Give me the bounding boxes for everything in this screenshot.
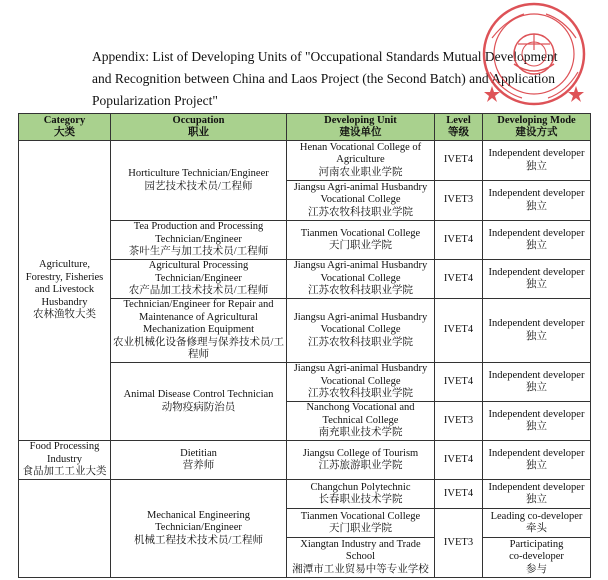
- header-level: Level 等级: [435, 114, 483, 141]
- level-cell: IVET3: [435, 402, 483, 441]
- mode-cell: Independent developer 独立: [483, 260, 591, 299]
- official-seal-stamp: [462, 2, 600, 112]
- table-header-row: [19, 114, 591, 141]
- header-developing-unit: Developing Unit 建设单位: [287, 114, 435, 141]
- category-cell: [19, 480, 111, 578]
- header-category: Category 大类: [19, 114, 111, 141]
- level-cell: IVET3: [435, 181, 483, 221]
- mode-cell: Independent developer 独立: [483, 480, 591, 509]
- header-developing-mode: Developing Mode 建设方式: [483, 114, 591, 141]
- mode-cell: Independent developer 独立: [483, 441, 591, 480]
- title-line: and Recognition between China and Laos Project (the Second Batch) and Application: [92, 71, 556, 86]
- level-cell: IVET4: [435, 363, 483, 402]
- occupation-cell: Tea Production and Processing Technician/Engineer 茶叶生产与加工技术员/工程师: [111, 221, 287, 260]
- mode-cell: Leading co-developer 牵头: [483, 509, 591, 538]
- occupation-cell: Animal Disease Control Technician 动物疫病防治员: [111, 363, 287, 441]
- title-line: Popularization Project": [92, 93, 218, 108]
- occupation-cell: Dietitian 营养师: [111, 441, 287, 480]
- occupation-cell: Mechanical Engineering Technician/Engineer 机械工程技术技术员/工程师: [111, 480, 287, 578]
- title-line: Appendix: List of Developing Units of "Occupational Standards Mutual Development: [92, 49, 558, 64]
- mode-cell: Independent developer 独立: [483, 141, 591, 181]
- unit-cell: Henan Vocational College of Agriculture 河南农业职业学院: [287, 141, 435, 181]
- table-row: [19, 441, 591, 480]
- unit-cell: Nanchong Vocational and Technical College 南充职业技术学院: [287, 402, 435, 441]
- unit-cell: Changchun Polytechnic 长春职业技术学院: [287, 480, 435, 509]
- level-cell: IVET4: [435, 299, 483, 363]
- level-cell: IVET4: [435, 141, 483, 181]
- table-row: [19, 480, 591, 509]
- table-row: [19, 141, 591, 181]
- level-cell: IVET4: [435, 221, 483, 260]
- mode-cell: Independent developer 独立: [483, 299, 591, 363]
- category-cell: Agriculture, Forestry, Fisheries and Livestock Husbandry 农林渔牧大类: [19, 141, 111, 441]
- unit-cell: Xiangtan Industry and Trade School 湘潭市工业贸易中等专业学校: [287, 538, 435, 578]
- level-cell: IVET4: [435, 480, 483, 509]
- level-cell: IVET3: [435, 509, 483, 578]
- category-cell: Food Processing Industry 食品加工工业大类: [19, 441, 111, 480]
- unit-cell: Jiangsu Agri-animal Husbandry Vocational College 江苏农牧科技职业学院: [287, 299, 435, 363]
- unit-cell: Tianmen Vocational College 天门职业学院: [287, 509, 435, 538]
- unit-cell: Jiangsu College of Tourism 江苏旅游职业学院: [287, 441, 435, 480]
- mode-cell: Independent developer 独立: [483, 402, 591, 441]
- mode-cell: Independent developer 独立: [483, 363, 591, 402]
- level-cell: IVET4: [435, 260, 483, 299]
- unit-cell: Jiangsu Agri-animal Husbandry Vocational College 江苏农牧科技职业学院: [287, 181, 435, 221]
- occupation-cell: Agricultural Processing Technician/Engineer 农产品加工技术技术员/工程师: [111, 260, 287, 299]
- mode-cell: Independent developer 独立: [483, 181, 591, 221]
- mode-cell: Participating co-developer 参与: [483, 538, 591, 578]
- occupation-cell: Horticulture Technician/Engineer 园艺技术技术员/工程师: [111, 141, 287, 221]
- occupation-cell: Technician/Engineer for Repair and Maintenance of Agricultural Mechanization Equipment 农业机械化设备修理与保养技术员/工 程师: [111, 299, 287, 363]
- mode-cell: Independent developer 独立: [483, 221, 591, 260]
- unit-cell: Jiangsu Agri-animal Husbandry Vocational College 江苏农牧科技职业学院: [287, 363, 435, 402]
- unit-cell: Jiangsu Agri-animal Husbandry Vocational College 江苏农牧科技职业学院: [287, 260, 435, 299]
- header-occupation: Occupation 职业: [111, 114, 287, 141]
- unit-cell: Tianmen Vocational College 天门职业学院: [287, 221, 435, 260]
- developing-units-table: [18, 113, 591, 578]
- level-cell: IVET4: [435, 441, 483, 480]
